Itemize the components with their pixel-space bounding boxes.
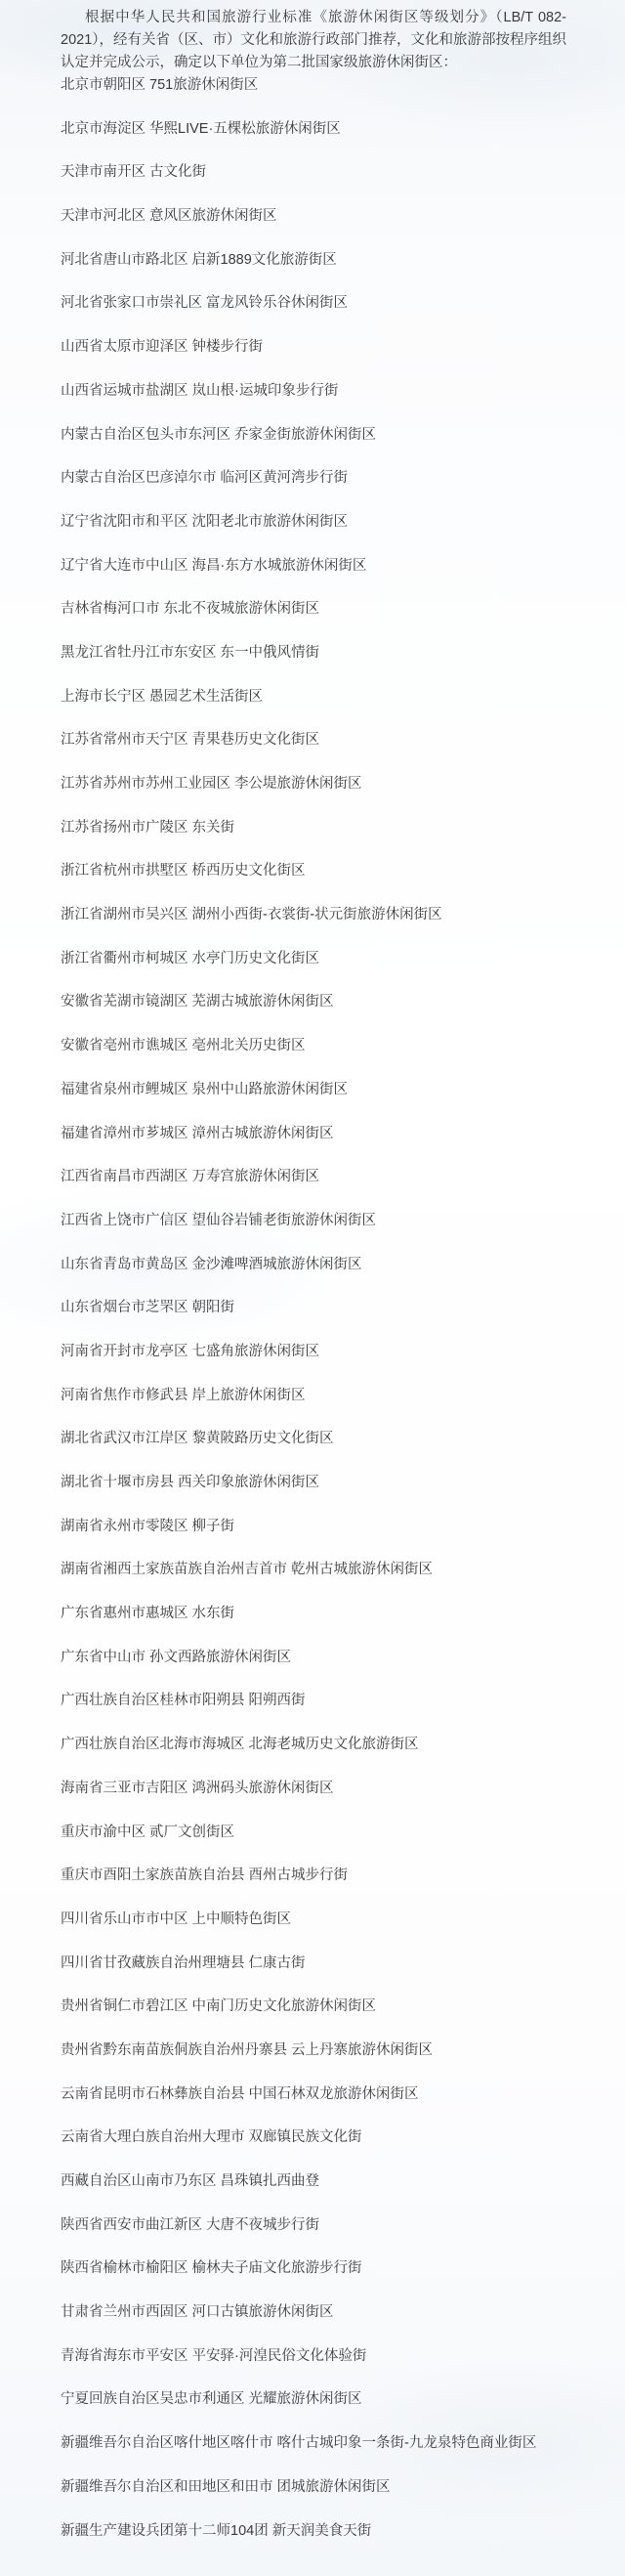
district-list-item: 湖南省湘西土家族苗族自治州吉首市 乾州古城旅游休闲街区 (61, 1562, 434, 1578)
district-list-item: 江苏省扬州市广陵区 东关街 (61, 819, 235, 836)
district-list-item: 安徽省芜湖市镜湖区 芜湖古城旅游休闲街区 (61, 994, 334, 1010)
district-list-item: 四川省乐山市市中区 上中顺特色街区 (61, 1911, 292, 1927)
district-list-item: 湖南省永州市零陵区 柳子街 (61, 1518, 235, 1534)
district-list-item: 广西壮族自治区北海市海城区 北海老城历史文化旅游街区 (61, 1737, 419, 1753)
district-list-item: 湖北省武汉市江岸区 黎黄陂路历史文化街区 (61, 1431, 334, 1447)
district-list-item: 河南省开封市龙亭区 七盛角旅游休闲街区 (61, 1343, 320, 1359)
district-list-item: 新疆维吾尔自治区和田地区和田市 团城旅游休闲街区 (61, 2478, 391, 2495)
district-list-item: 云南省大理白族自治州大理市 双廊镇民族文化街 (61, 2129, 362, 2146)
district-list-item: 陕西省西安市曲江新区 大唐不夜城步行街 (61, 2216, 320, 2233)
district-list-item: 重庆市酉阳土家族苗族自治县 酉州古城步行街 (61, 1868, 349, 1884)
district-list-item: 上海市长宁区 愚园艺术生活街区 (61, 688, 264, 705)
district-list (61, 74, 588, 2563)
district-list-item: 浙江省湖州市吴兴区 湖州小西街-衣裳街-状元街旅游休闲街区 (61, 907, 442, 923)
district-list-item: 广西壮族自治区桂林市阳朔县 阳朔西街 (61, 1693, 306, 1709)
district-list-item: 四川省甘孜藏族自治州理塘县 仁康古街 (61, 1954, 306, 1971)
district-list-item: 安徽省亳州市谯城区 亳州北关历史街区 (61, 1038, 306, 1054)
district-list-item: 辽宁省沈阳市和平区 沈阳老北市旅游休闲街区 (61, 513, 349, 530)
district-list-item: 新疆生产建设兵团第十二师104团 新天润美食天街 (61, 2522, 372, 2539)
district-list-item: 湖北省十堰市房县 西关印象旅游休闲街区 (61, 1475, 320, 1490)
district-list-item: 内蒙古自治区巴彦淖尔市 临河区黄河湾步行街 (61, 470, 349, 487)
district-list-item: 陕西省榆林市榆阳区 榆林夫子庙文化旅游步行街 (61, 2260, 362, 2277)
district-list-item: 内蒙古自治区包头市东河区 乔家金街旅游休闲街区 (61, 426, 377, 443)
district-list-item: 江苏省苏州市苏州工业园区 李公堤旅游休闲街区 (61, 776, 362, 792)
district-list-item: 贵州省黔东南苗族侗族自治州丹寨县 云上丹寨旅游休闲街区 (61, 2041, 434, 2058)
district-list-item: 河北省唐山市路北区 启新1889文化旅游街区 (61, 251, 337, 268)
district-list-item: 辽宁省大连市中山区 海昌·东方水城旅游休闲街区 (61, 557, 367, 574)
district-list-item: 河北省张家口市崇礼区 富龙风铃乐谷休闲街区 (61, 295, 349, 312)
district-list-item: 天津市南开区 古文化街 (61, 164, 207, 181)
district-list-item: 海南省三亚市吉阳区 鸿洲码头旅游休闲街区 (61, 1780, 334, 1796)
district-list-item: 江西省上饶市广信区 望仙谷岩铺老街旅游休闲街区 (61, 1212, 377, 1228)
district-list-item: 黑龙江省牡丹江市东安区 东一中俄风情街 (61, 644, 320, 661)
district-list-item: 山西省运城市盐湖区 岚山根·运城印象步行街 (61, 382, 339, 399)
district-list-item: 新疆维吾尔自治区喀什地区喀什市 喀什古城印象一条街-九龙泉特色商业街区 (61, 2435, 537, 2452)
district-list-item: 北京市朝阳区 751旅游休闲街区 (61, 77, 259, 93)
district-list-item: 江西省南昌市西湖区 万寿宫旅游休闲街区 (61, 1169, 320, 1185)
district-list-item: 青海省海东市平安区 平安驿·河湟民俗文化体验街 (61, 2347, 367, 2364)
district-list-item: 山东省烟台市芝罘区 朝阳街 (61, 1300, 235, 1316)
district-list-item: 云南省昆明市石林彝族自治县 中国石林双龙旅游休闲街区 (61, 2085, 419, 2102)
district-list-item: 福建省泉州市鲤城区 泉州中山路旅游休闲街区 (61, 1081, 349, 1097)
district-list-item: 吉林省梅河口市 东北不夜城旅游休闲街区 (61, 601, 320, 618)
district-list-item: 山东省青岛市黄岛区 金沙滩啤酒城旅游休闲街区 (61, 1256, 362, 1272)
district-list-item: 浙江省衢州市柯城区 水亭门历史文化街区 (61, 950, 320, 966)
district-list-item: 甘肃省兰州市西固区 河口古镇旅游休闲街区 (61, 2304, 334, 2321)
district-list-item: 河南省焦作市修武县 岸上旅游休闲街区 (61, 1387, 306, 1403)
district-list-item: 重庆市渝中区 贰厂文创街区 (61, 1824, 235, 1840)
district-list-item: 山西省太原市迎泽区 钟楼步行街 (61, 339, 264, 356)
district-list-item: 北京市海淀区 华熙LIVE·五棵松旅游休闲街区 (61, 120, 341, 137)
district-list-item: 江苏省常州市天宁区 青果巷历史文化街区 (61, 732, 320, 749)
district-list-item: 广东省惠州市惠城区 水东街 (61, 1606, 235, 1622)
district-list-item: 宁夏回族自治区吴忠市利通区 光耀旅游休闲街区 (61, 2391, 362, 2408)
district-list-item: 天津市河北区 意风区旅游休闲街区 (61, 208, 277, 225)
district-list-item: 贵州省铜仁市碧江区 中南门历史文化旅游休闲街区 (61, 1998, 377, 2015)
intro-paragraph: 根据中华人民共和国旅游行业标准《旅游休闲街区等级划分》（LB/T 082-2021），经有关省（区、市）文化和旅游行政部门推荐，文化和旅游部按程序组织认定并完成公示，确定以下单位为第二批国家级旅游休闲街区： (61, 10, 567, 70)
district-list-item: 西藏自治区山南市乃东区 昌珠镇扎西曲登 (61, 2173, 320, 2189)
district-list-item: 福建省漳州市芗城区 漳州古城旅游休闲街区 (61, 1125, 334, 1141)
district-list-item: 浙江省杭州市拱墅区 桥西历史文化街区 (61, 863, 306, 880)
district-list-item: 广东省中山市 孙文西路旅游休闲街区 (61, 1649, 292, 1665)
